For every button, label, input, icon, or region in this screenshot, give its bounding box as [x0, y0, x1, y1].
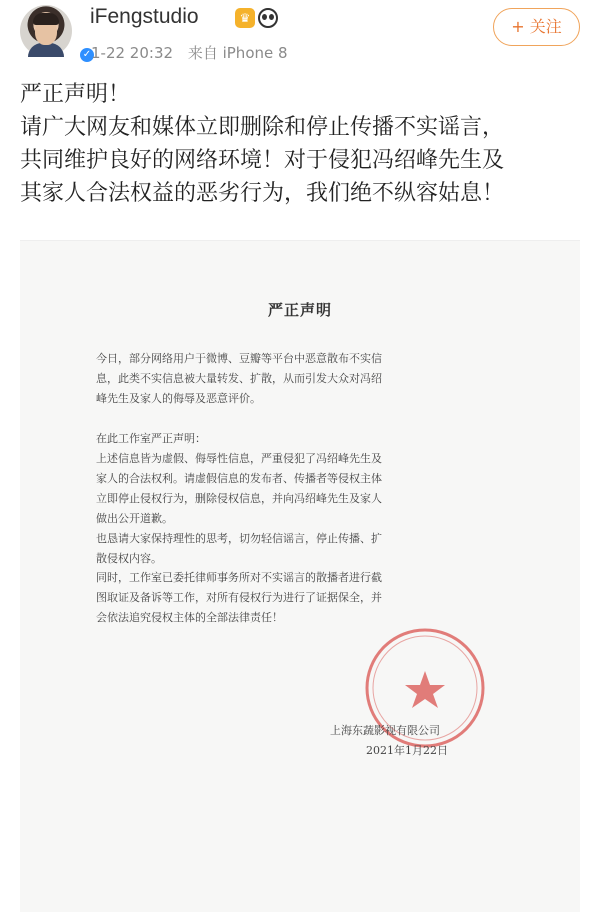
- doc-line: 也恳请大家保持理性的思考，切勿轻信谣言，停止传播、扩: [96, 532, 382, 545]
- post-source: 来自 iPhone 8: [187, 44, 288, 62]
- doc-paragraph-3: [96, 568, 496, 628]
- doc-title: 严正声明: [267, 301, 332, 319]
- doc-line: 息，此类不实信息被大量转发、扩散，从而引发大众对冯绍: [96, 372, 382, 385]
- avatar[interactable]: [20, 5, 92, 60]
- doc-line: 今日，部分网络用户于微博、豆瓣等平台中恶意散布不实信: [96, 352, 382, 365]
- attached-statement-image[interactable]: [20, 240, 580, 912]
- post-line: 严正声明！: [20, 82, 131, 107]
- doc-line: 家人的合法权利。请虚假信息的发布者、传播者等侵权主体: [96, 472, 382, 485]
- panda-icon[interactable]: [258, 8, 278, 28]
- avatar-hair: [33, 13, 59, 25]
- doc-line: 散侵权内容。: [96, 552, 162, 565]
- doc-line: 会依法追究侵权主体的全部法律责任！: [96, 611, 283, 624]
- crown-icon[interactable]: ♛: [235, 8, 255, 28]
- avatar-shirt: [28, 43, 64, 57]
- doc-line: 同时，工作室已委托律师事务所对不实谣言的散播者进行截: [96, 571, 382, 584]
- doc-paragraph-2: [96, 429, 496, 569]
- doc-line: 图取证及备诉等工作，对所有侵权行为进行了证据保全，并: [96, 591, 382, 604]
- post-text: [20, 78, 585, 210]
- follow-button[interactable]: + 关注: [493, 8, 580, 46]
- post-line: 请广大网友和媒体立即删除和停止传播不实谣言，: [20, 115, 505, 140]
- doc-paragraph-1: [96, 349, 496, 409]
- doc-line: 在此工作室严正声明：: [96, 432, 206, 445]
- doc-line: 峰先生及家人的侮辱及恶意评价。: [96, 392, 261, 405]
- doc-line: 上述信息皆为虚假、侮辱性信息，严重侵犯了冯绍峰先生及: [96, 452, 382, 465]
- username[interactable]: iFengstudio: [90, 5, 199, 28]
- doc-date: 2021年1月22日: [366, 744, 448, 757]
- verified-icon: ✓: [78, 46, 96, 64]
- post-time: 1-22 20:32: [91, 44, 174, 62]
- post-meta: [91, 42, 298, 63]
- doc-line: 做出公开道歉。: [96, 512, 173, 525]
- post-header: [0, 0, 600, 74]
- doc-line: 立即停止侵权行为，删除侵权信息，并向冯绍峰先生及家人: [96, 492, 382, 505]
- doc-signature: 上海东蔬影视有限公司: [330, 724, 440, 737]
- post-line: 共同维护良好的网络环境！对于侵犯冯绍峰先生及: [20, 148, 505, 173]
- post-line: 其家人合法权益的恶劣行为，我们绝不纵容姑息！: [20, 181, 505, 206]
